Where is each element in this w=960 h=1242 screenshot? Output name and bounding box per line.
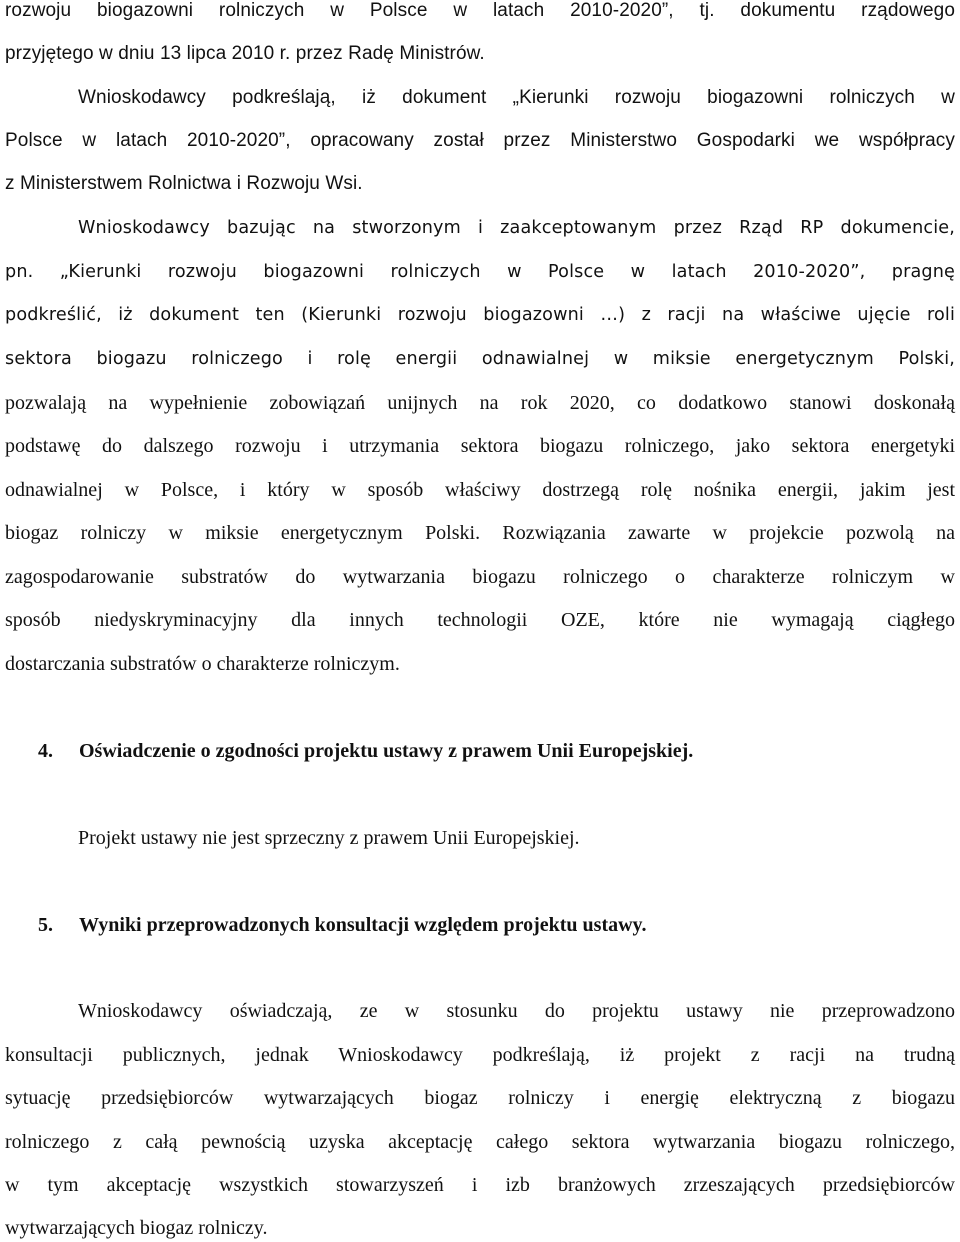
text-line: podstawę do dalszego rozwoju i utrzymania sektora biogazu rolniczego, jako sektora energetyki	[5, 435, 955, 457]
text-line: Polsce w latach 2010-2020”, opracowany został przez Ministerstwo Gospodarki we współpracy	[5, 130, 955, 151]
text-line: rozwoju biogazowni rolniczych w Polsce w latach 2010-2020”, tj. dokumentu rządowego	[5, 0, 955, 21]
text-line: rolniczego z całą pewnością uzyska akceptację całego sektora wytwarzania biogazu rolniczego,	[5, 1131, 955, 1153]
section-number: 5.	[38, 914, 53, 936]
text-line: Wnioskodawcy bazując na stworzonym i zaakceptowanym przez Rząd RP dokumencie,	[78, 218, 955, 238]
text-line: zagospodarowanie substratów do wytwarzania biogazu rolniczego o charakterze rolniczym w	[5, 566, 955, 588]
text-line: wytwarzających biogaz rolniczy.	[5, 1217, 268, 1239]
text-line: przyjętego w dniu 13 lipca 2010 r. przez Radę Ministrów.	[5, 43, 485, 64]
text-line: z Ministerstwem Rolnictwa i Rozwoju Wsi.	[5, 173, 363, 194]
section-heading	[38, 911, 646, 939]
section-title: Wyniki przeprowadzonych konsultacji względem projektu ustawy.	[79, 914, 647, 936]
text-line: pn. „Kierunki rozwoju biogazowni rolniczych w Polsce w latach 2010-2020”, pragnę	[5, 262, 955, 282]
text-line: sektora biogazu rolniczego i rolę energii odnawialnej w miksie energetycznym Polski,	[5, 349, 955, 369]
section-heading	[38, 737, 693, 765]
text-line: Wnioskodawcy podkreślają, iż dokument „Kierunki rozwoju biogazowni rolniczych w	[78, 87, 955, 108]
text-line: biogaz rolniczy w miksie energetycznym Polski. Rozwiązania zawarte w projekcie pozwolą na	[5, 522, 955, 544]
text-line: sposób niedyskryminacyjny dla innych technologii OZE, które nie wymagają ciągłego	[5, 609, 955, 631]
section-number: 4.	[38, 740, 53, 762]
text-line: odnawialnej w Polsce, i który w sposób właściwy dostrzegą rolę nośnika energii, jakim jest	[5, 479, 955, 501]
text-line: Wnioskodawcy oświadczają, ze w stosunku do projektu ustawy nie przeprowadzono	[78, 1000, 955, 1022]
text-line: w tym akceptację wszystkich stowarzyszeń i izb branżowych zrzeszających przedsiębiorców	[5, 1174, 955, 1196]
text-line: pozwalają na wypełnienie zobowiązań unijnych na rok 2020, co dodatkowo stanowi doskonałą	[5, 392, 955, 414]
text-line: konsultacji publicznych, jednak Wnioskodawcy podkreślają, iż projekt z racji na trudną	[5, 1044, 955, 1066]
text-line: podkreślić, iż dokument ten (Kierunki rozwoju biogazowni …) z racji na właściwe ujęcie roli	[5, 305, 955, 325]
text-line: dostarczania substratów o charakterze rolniczym.	[5, 653, 400, 675]
section-title: Oświadczenie o zgodności projektu ustawy z prawem Unii Europejskiej.	[79, 740, 694, 762]
section-text: Projekt ustawy nie jest sprzeczny z prawem Unii Europejskiej.	[78, 827, 580, 849]
text-line: sytuację przedsiębiorców wytwarzających biogaz rolniczy i energię elektryczną z biogazu	[5, 1087, 955, 1109]
